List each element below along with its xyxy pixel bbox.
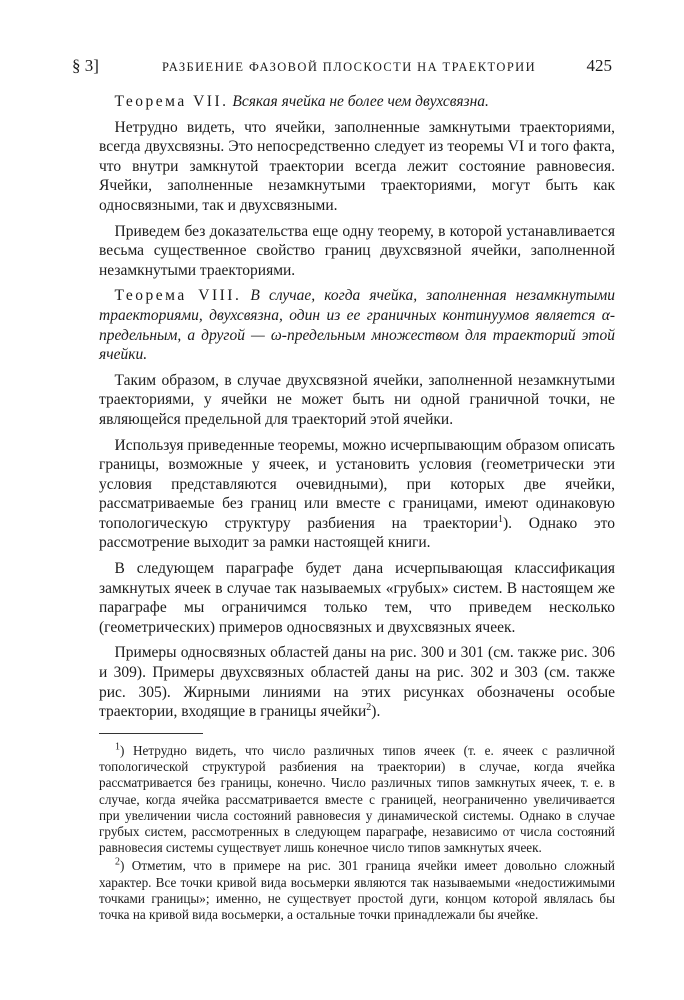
footnote-1: $^1$) Нетрудно видеть, что число различных типов ячеек (т. е. ячеек с различной топологической структурой разбиения на траектории) в случае, когда ячейка рассматривается без границы, конечно. Число различных типов замкнутых ячеек, т. е. в случае, когда ячейка рассматривается вместе с границей, неограниченно увеличивается при увеличении числа состояний равновесия у динамической системы. Однако в случае грубых систем, рассмотренных в следующем параграфе, независимо от числа состояний равновесия системы существует лишь конечное число типов замкнутых ячеек. <box>99 741 615 856</box>
footnote-2: $^2$) Отметим, что в примере на рис. 301 граница ячейки имеет довольно сложный характер. Все точки кривой вида восьмерки являются так называемыми «недостижимыми точками границы»; именно, не существует простой дуги, концом которой являлась бы точка на кривой вида восьмерки, а остальные точки принадлежали бы ячейке. <box>99 857 615 923</box>
footnote-separator <box>99 733 203 734</box>
footnotes <box>99 743 615 925</box>
paragraph: Используя приведенные теоремы, можно исчерпывающим образом описать границы, возможные у ячеек, и установить условия (геометрически эти условия представляются очевидными), при которых две ячейки, рассматриваемые без границ или вместе с границами, имеют одинаковую топологическую структуру разбиения на траектории$^1$). Однако это рассмотрение выходит за рамки настоящей книги. <box>99 436 615 552</box>
main-text <box>99 92 615 728</box>
theorem-8-statement: В случае, когда ячейка, заполненная незамкнутыми траекториями, двухсвязна, один из ее граничных континуумов является α-предельным, а другой — ω-предельным множеством для траекторий этой ячейки. <box>99 287 615 364</box>
section-marker: § 3] <box>72 56 99 75</box>
running-header <box>72 56 616 80</box>
theorem-8 <box>99 286 615 364</box>
running-title: РАЗБИЕНИЕ ФАЗОВОЙ ПЛОСКОСТИ НА ТРАЕКТОРИИ <box>162 60 537 74</box>
paragraph: Примеры односвязных областей даны на рис. 300 и 301 (см. также рис. 306 и 309). Примеры двухсвязных областей даны на рис. 302 и 303 (см. также рис. 305). Жирными линиями на этих рисунках обозначены особые траектории, входящие в границы ячейки$^2$). <box>99 644 615 721</box>
paragraph: В следующем параграфе будет дана исчерпывающая классификация замкнутых ячеек в случае так называемых «грубых» систем. В настоящем же параграфе мы ограничимся только тем, что приведем несколько (геометрических) примеров односвязных и двухсвязных ячеек. <box>99 560 615 636</box>
theorem-7-statement: Всякая ячейка не более чем двухсвязна. <box>232 93 489 110</box>
paragraph: Нетрудно видеть, что ячейки, заполненные замкнутыми траекториями, всегда двухсвязны. Это непосредственно следует из теоремы VI и того факта, что внутри замкнутой траектории всегда лежит состояние равновесия. Ячейки, заполненные незамкнутыми траекториями, могут быть как односвязными, так и двухсвязными. <box>99 118 615 214</box>
page-number: 425 <box>586 56 612 75</box>
footnote-ref-2: 2 <box>366 702 372 714</box>
paragraph: Таким образом, в случае двухсвязной ячейки, заполненной незамкнутыми траекториями, у ячейки не может быть ни одной граничной точки, не являющейся предельной для траекторий этой ячейки. <box>99 371 615 428</box>
theorem-7-label: Теорема VII. <box>114 93 229 110</box>
theorem-8-label: Теорема VIII. <box>114 287 242 305</box>
footnote-ref-1: 1 <box>498 513 503 525</box>
paragraph: Приведем без доказательства еще одну теорему, в которой устанавливается весьма существенное свойство границ двухсвязной ячейки, заполненной незамкнутыми траекториями. <box>99 222 615 279</box>
theorem-7 <box>99 92 615 112</box>
